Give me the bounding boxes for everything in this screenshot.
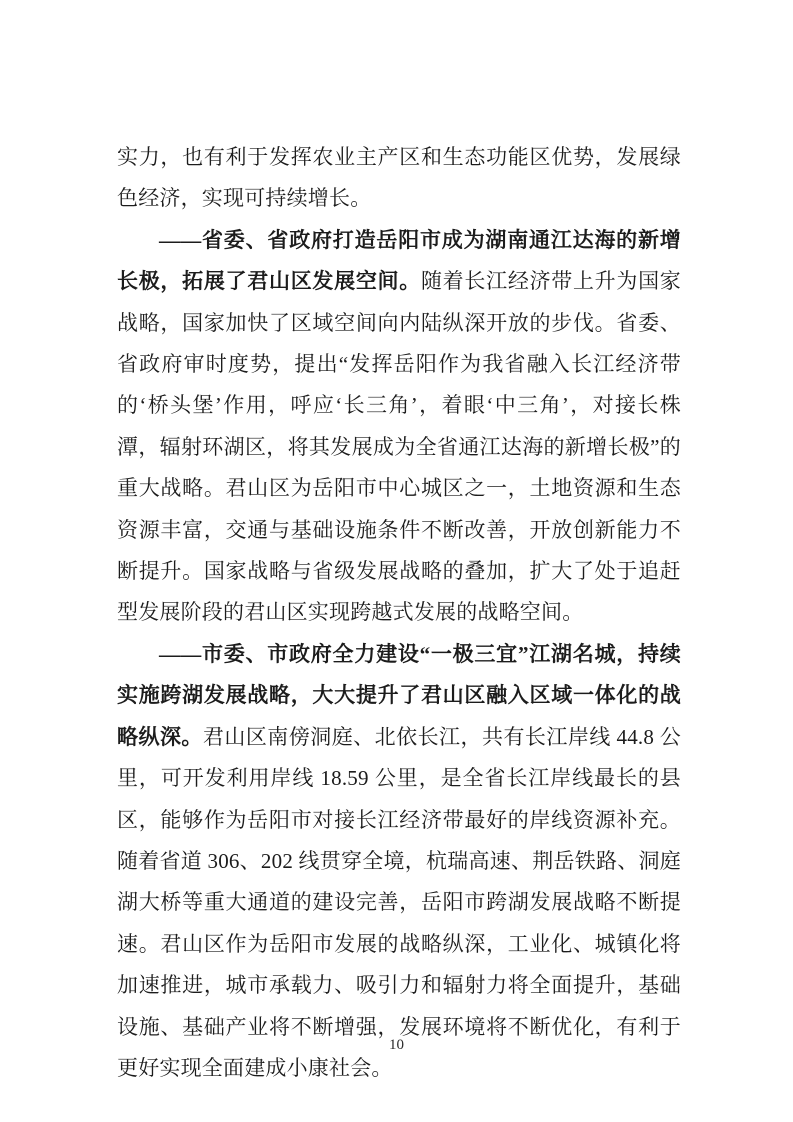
- bold-lead-text: ——省委、省政府打造岳阳市成为湖南通江达海的新增长极，拓展了君山区发展空间。: [117, 227, 681, 294]
- bold-lead-text: ——市委、市政府全力建设“一极三宜”江湖名城，持续实施跨湖发展战略，大大提升了君山区融入区域一体化的战略纵深。: [117, 641, 681, 749]
- body-text: 随着长江经济带上升为国家战略，国家加快了区域空间向内陆纵深开放的步伐。省委、省政府审时度势，提出“发挥岳阳作为我省融入长江经济带的‘桥头堡’作用，呼应‘长三角’，着眼‘中三角’，对接长株潭，辐射环湖区，将其发展成为全省通江达海的新增长极”的重大战略。君山区为岳阳市中心城区之一，土地资源和生态资源丰富，交通与基础设施条件不断改善，开放创新能力不断提升。国家战略与省级发展战略的叠加，扩大了处于追赶型发展阶段的君山区实现跨越式发展的战略空间。: [117, 269, 681, 625]
- body-text: 君山区南傍洞庭、北依长江，共有长江岸线 44.8 公里，可开发利用岸线 18.59 公里，是全省长江岸线最长的县区，能够作为岳阳市对接长江经济带最好的岸线资源补充。随着省道 306、202 线贯穿全境，杭瑞高速、荆岳铁路、洞庭湖大桥等重大通道的建设完善，岳阳市跨湖发展战略不断提速。君山区作为岳阳市发展的战略纵深，工业化、城镇化将加速推进，城市承载力、吸引力和辐射力将全面提升，基础设施、基础产业将不断增强，发展环境将不断优化，有利于更好实现全面建成小康社会。: [117, 724, 681, 1080]
- page-number: 10: [389, 1037, 404, 1053]
- document-body: [117, 137, 681, 1089]
- body-text: 实力，也有利于发挥农业主产区和生态功能区优势，发展绿色经济，实现可持续增长。: [117, 145, 681, 211]
- paragraph: [117, 220, 681, 634]
- paragraph: [117, 137, 681, 220]
- paragraph: [117, 634, 681, 1089]
